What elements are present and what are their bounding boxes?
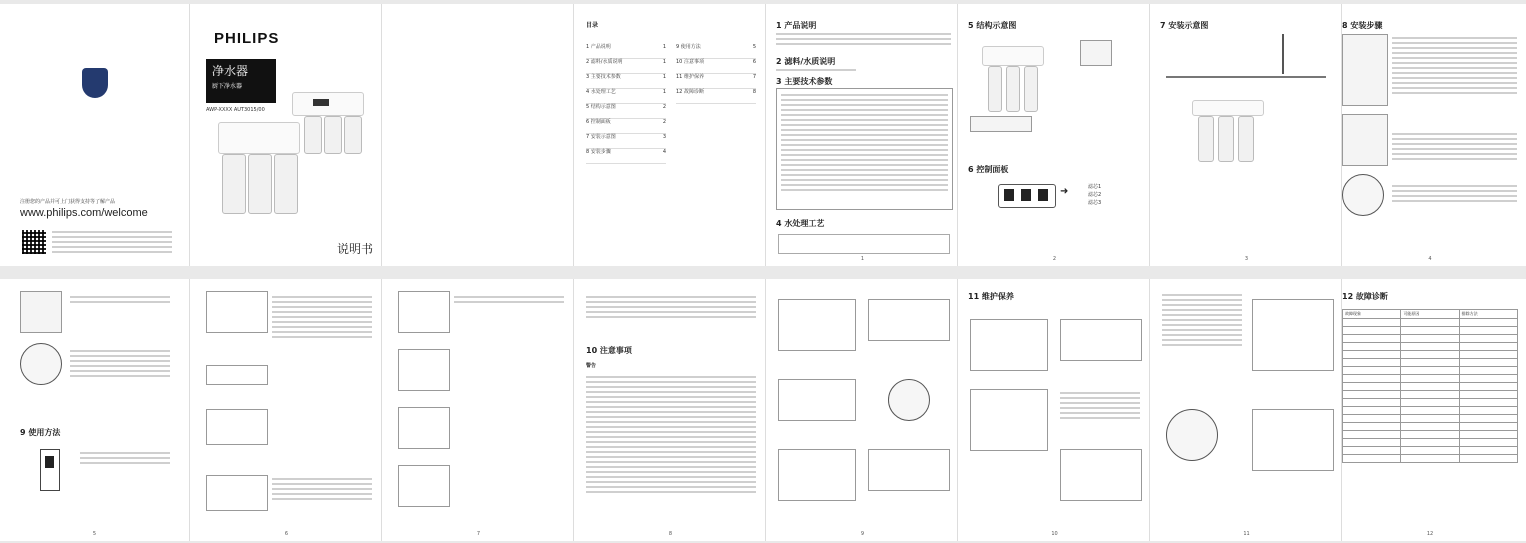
section-tech-specs: 3 主要技术参数 — [776, 77, 833, 86]
install-filter-1 — [1198, 116, 1214, 162]
usage-display-image — [40, 449, 60, 491]
panel-label-1: 滤芯1 — [1088, 184, 1102, 190]
maintenance-page-2 — [1152, 279, 1342, 541]
step-image-3 — [1342, 174, 1384, 216]
usage-page-2 — [192, 279, 382, 541]
qr-code — [22, 230, 46, 254]
install-head — [1192, 100, 1264, 116]
table-row — [1343, 343, 1518, 351]
troubleshooting-table — [1342, 309, 1518, 463]
step-image-2 — [1342, 114, 1388, 166]
caution-image-2 — [868, 299, 950, 341]
section-install-diagram: 7 安装示意图 — [1160, 21, 1209, 30]
toc-item[interactable]: 4 水处理工艺 1 — [586, 89, 666, 104]
page-number: 5 — [92, 531, 97, 537]
filter-image-2 — [248, 154, 272, 214]
toc-item[interactable]: 12 故障诊断 8 — [676, 89, 756, 104]
filter-image-1 — [222, 154, 246, 214]
register-text: 注册您的产品并可上门获得支持等了解产品 — [20, 199, 116, 205]
step-continue-page — [0, 279, 190, 541]
cautions-page-2 — [768, 279, 958, 541]
table-row — [1343, 407, 1518, 415]
filter-image-3 — [274, 154, 298, 214]
table-row — [1343, 431, 1518, 439]
specs-table — [776, 88, 953, 210]
install-filter-2 — [1218, 116, 1234, 162]
title-block — [206, 59, 276, 103]
maintenance-image-4 — [1252, 299, 1334, 371]
usage-panel-image-1 — [206, 291, 268, 333]
step-image-5 — [20, 343, 62, 385]
troubleshooting-page — [1334, 279, 1526, 541]
caution-image-4 — [888, 379, 930, 421]
maintenance-table — [1060, 449, 1142, 501]
col-header: 故障现象 — [1343, 310, 1401, 319]
toc-item[interactable]: 5 结构示意图 2 — [586, 104, 666, 119]
table-row — [1343, 447, 1518, 455]
col-header: 可能原因 — [1401, 310, 1459, 319]
page-number: 8 — [668, 531, 673, 537]
section-treatment-process: 4 水处理工艺 — [776, 219, 825, 228]
maintenance-image-2 — [1060, 319, 1142, 361]
caution-image-5 — [778, 449, 856, 501]
toc-item[interactable]: 9 使用方法 5 — [676, 44, 756, 59]
maintenance-image-1 — [970, 319, 1048, 371]
table-row — [1343, 391, 1518, 399]
maintenance-image-5 — [1166, 409, 1218, 461]
step-image-1 — [1342, 34, 1388, 106]
cover-title: 净水器 — [212, 64, 249, 78]
philips-shield-logo — [82, 68, 108, 98]
arrow-right-icon: ➜ — [1060, 186, 1069, 197]
specs-page — [768, 4, 958, 266]
usage-panel-image-6 — [398, 349, 450, 391]
toc-page — [576, 4, 766, 266]
table-row — [1343, 367, 1518, 375]
step-image-4 — [20, 291, 62, 333]
section-structure: 5 结构示意图 — [968, 21, 1017, 30]
toc-column-right — [676, 44, 756, 104]
countertop-line — [1166, 76, 1326, 78]
structure-detail — [1080, 40, 1112, 66]
install-diagram-page — [1152, 4, 1342, 266]
toc-item[interactable]: 11 维护保养 7 — [676, 74, 756, 89]
structure-filter-3 — [1024, 66, 1038, 112]
section-cautions: 10 注意事项 — [586, 346, 632, 355]
section-water-quality: 2 滤料/水质说明 — [776, 57, 836, 66]
page-number: 6 — [284, 531, 289, 537]
warning-label: 警告 — [586, 363, 597, 369]
table-row — [1343, 399, 1518, 407]
filter-image-a — [304, 116, 322, 154]
table-row — [1343, 319, 1518, 327]
manual-spread-front — [0, 4, 1526, 266]
page-number: 4 — [1428, 256, 1432, 262]
panel-label-3: 滤芯3 — [1088, 200, 1102, 206]
structure-head — [982, 46, 1044, 66]
filter-image-b — [324, 116, 342, 154]
table-row — [1343, 351, 1518, 359]
toc-item[interactable]: 2 滤料/水质说明 1 — [586, 59, 666, 74]
maintenance-page — [960, 279, 1150, 541]
section-control-panel: 6 控制面板 — [968, 165, 1009, 174]
page-number: 2 — [1052, 256, 1057, 262]
section-maintenance: 11 维护保养 — [968, 292, 1014, 301]
usage-page-3 — [384, 279, 574, 541]
front-cover-page — [192, 4, 382, 266]
page-number: 9 — [860, 531, 865, 537]
manual-spread-back — [0, 279, 1526, 541]
section-troubleshooting: 12 故障诊断 — [1342, 292, 1388, 301]
cover-subtitle: 厨下净水器 — [212, 83, 243, 90]
toc-item[interactable]: 6 控制面板 2 — [586, 119, 666, 134]
cover-brand: PHILIPS — [214, 30, 280, 47]
usage-panel-image-4 — [206, 475, 268, 511]
panel-label-2: 滤芯2 — [1088, 192, 1102, 198]
back-cover-page — [0, 4, 190, 266]
section-product-description: 1 产品说明 — [776, 21, 817, 30]
toc-item[interactable]: 7 安装示意图 3 — [586, 134, 666, 149]
page-number: 3 — [1244, 256, 1249, 262]
page-number: 1 — [860, 256, 865, 262]
product-head-image — [292, 92, 364, 116]
blank-page — [384, 4, 574, 266]
filter-image-c — [344, 116, 362, 154]
usage-panel-image-7 — [398, 407, 450, 449]
table-row — [1343, 383, 1518, 391]
table-row — [1343, 327, 1518, 335]
table-row — [1343, 439, 1518, 447]
col-header: 排除方法 — [1459, 310, 1517, 319]
structure-bracket — [970, 116, 1032, 132]
caution-image-6 — [868, 449, 950, 491]
usage-panel-image-3 — [206, 409, 268, 445]
toc-item[interactable]: 10 注意事项 6 — [676, 59, 756, 74]
table-row — [1343, 359, 1518, 367]
structure-page — [960, 4, 1150, 266]
usage-panel-image-2 — [206, 365, 268, 385]
toc-item[interactable]: 3 主要技术参数 1 — [586, 74, 666, 89]
welcome-url: www.philips.com/welcome — [20, 207, 148, 219]
page-number: 10 — [1051, 531, 1058, 537]
section-usage: 9 使用方法 — [20, 428, 61, 437]
control-panel-display — [998, 184, 1056, 208]
install-filter-3 — [1238, 116, 1254, 162]
toc-column-left — [586, 44, 666, 164]
faucet-image — [1282, 34, 1284, 74]
product-image-main — [218, 122, 300, 154]
table-row — [1343, 335, 1518, 343]
maintenance-image-6 — [1252, 409, 1334, 471]
toc-item[interactable]: 1 产品说明 1 — [586, 44, 666, 59]
cautions-page — [576, 279, 766, 541]
toc-heading: 目录 — [586, 22, 599, 29]
install-steps-page — [1334, 4, 1526, 266]
cover-models: AWP-XXXX AUT3015/00 — [206, 107, 265, 113]
table-row — [1343, 415, 1518, 423]
table-row — [1343, 375, 1518, 383]
page-number: 11 — [1243, 531, 1250, 537]
section-install-steps: 8 安装步骤 — [1342, 21, 1383, 30]
toc-item[interactable]: 8 安装步骤 4 — [586, 149, 666, 164]
process-flow-diagram — [778, 234, 950, 254]
maintenance-image-3 — [970, 389, 1048, 451]
table-row — [1343, 423, 1518, 431]
structure-filter-2 — [1006, 66, 1020, 112]
cover-manual-label: 说明书 — [337, 242, 374, 256]
usage-panel-image-8 — [398, 465, 450, 507]
page-number: 12 — [1426, 531, 1434, 537]
table-row — [1343, 455, 1518, 463]
caution-image-1 — [778, 299, 856, 351]
caution-image-3 — [778, 379, 856, 421]
page-number: 7 — [476, 531, 481, 537]
table-header-row — [1343, 310, 1518, 319]
structure-filter-1 — [988, 66, 1002, 112]
legal-text — [52, 228, 172, 256]
usage-panel-image-5 — [398, 291, 450, 333]
